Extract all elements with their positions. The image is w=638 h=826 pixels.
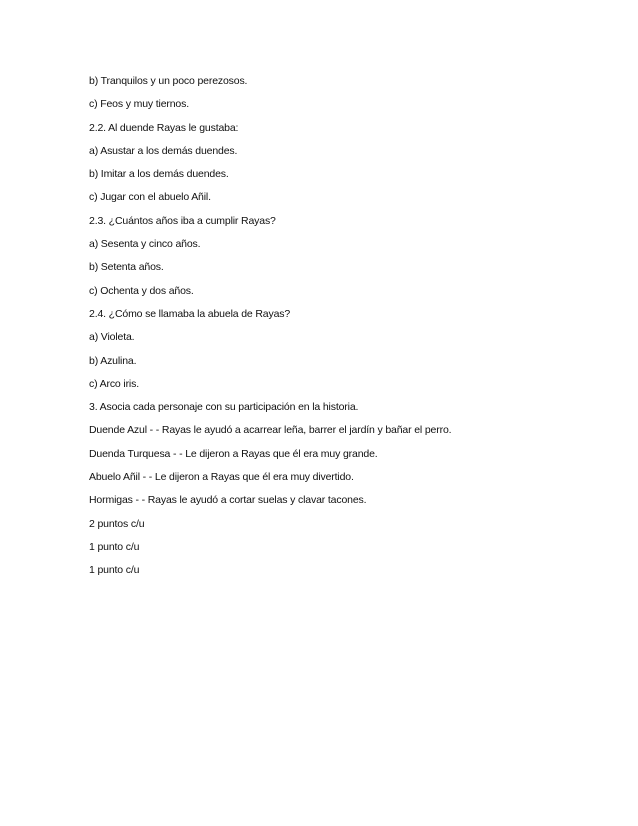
matching-line: Abuelo Añil - - Le dijeron a Rayas que él era muy divertido. xyxy=(89,471,354,484)
answer-option: b) Setenta años. xyxy=(89,261,164,274)
points-note: 1 punto c/u xyxy=(89,564,140,577)
question-heading: 2.4. ¿Cómo se llamaba la abuela de Rayas? xyxy=(89,307,291,320)
question-heading: 2.3. ¿Cuántos años iba a cumplir Rayas? xyxy=(89,214,276,227)
question-heading: 2.2. Al duende Rayas le gustaba: xyxy=(89,121,239,134)
answer-option: b) Tranquilos y un poco perezosos. xyxy=(89,75,248,87)
matching-line: Duende Azul - - Rayas le ayudó a acarrear leña, barrer el jardín y bañar el perro. xyxy=(89,424,452,437)
question-heading: 3. Asocia cada personaje con su participación en la historia. xyxy=(89,401,359,414)
answer-option: c) Arco iris. xyxy=(89,377,139,390)
answer-option: a) Violeta. xyxy=(89,331,135,344)
matching-line: Duenda Turquesa - - Le dijeron a Rayas que él era muy grande. xyxy=(89,447,378,460)
points-note: 1 punto c/u xyxy=(89,540,140,553)
answer-option: c) Jugar con el abuelo Añil. xyxy=(89,191,211,204)
answer-option: b) Imitar a los demás duendes. xyxy=(89,168,229,181)
points-note: 2 puntos c/u xyxy=(89,517,145,530)
answer-option: a) Sesenta y cinco años. xyxy=(89,238,201,251)
answer-option: a) Asustar a los demás duendes. xyxy=(89,144,238,157)
document-body xyxy=(89,70,609,583)
answer-option: b) Azulina. xyxy=(89,354,137,367)
answer-option: c) Feos y muy tiernos. xyxy=(89,98,189,111)
matching-line: Hormigas - - Rayas le ayudó a cortar suelas y clavar tacones. xyxy=(89,494,367,507)
answer-option: c) Ochenta y dos años. xyxy=(89,284,194,297)
